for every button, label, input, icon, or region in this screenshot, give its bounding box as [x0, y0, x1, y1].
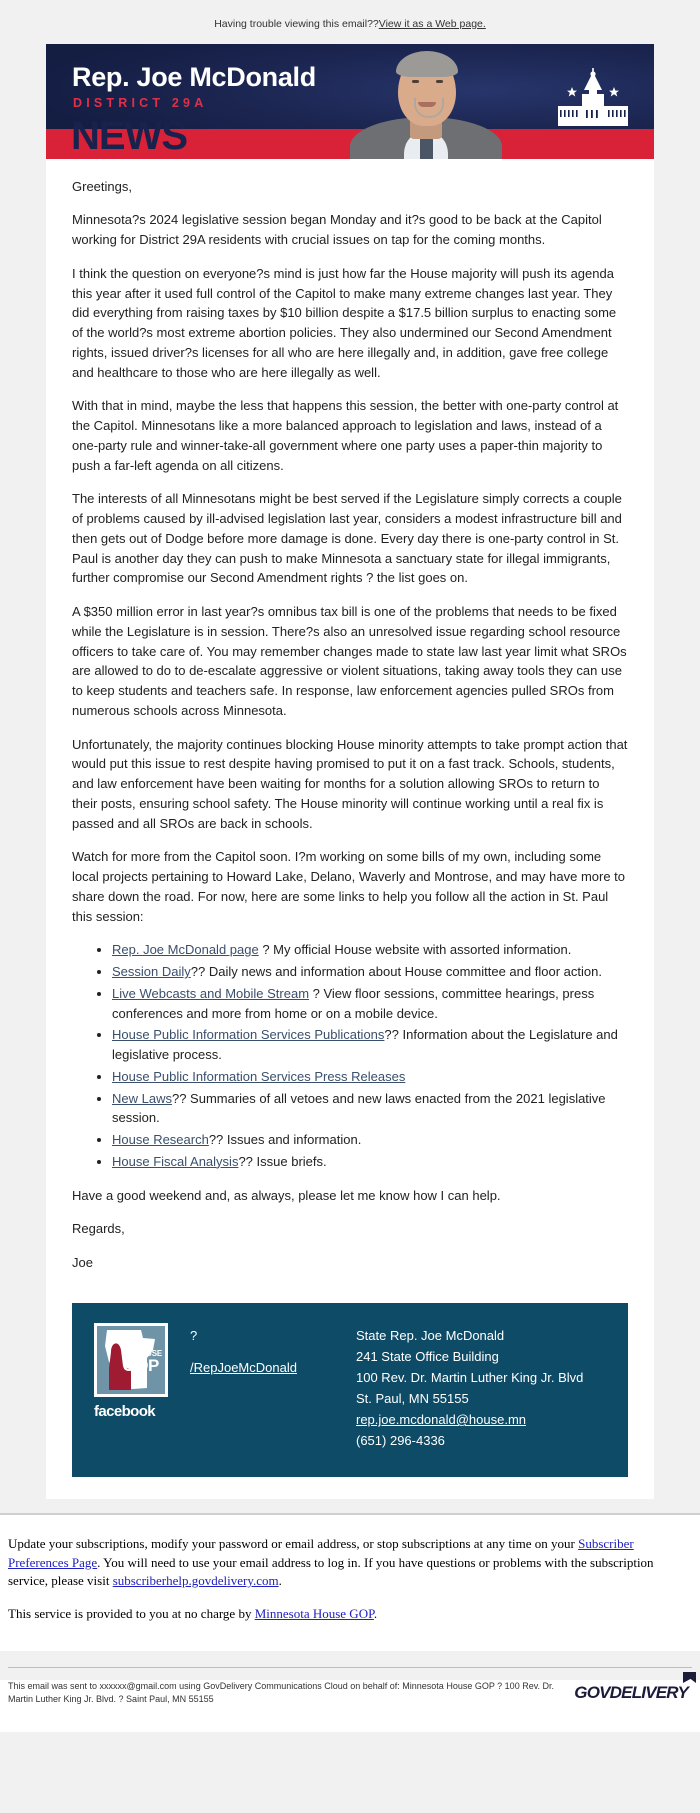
contact-city: St. Paul, MN 55155: [356, 1391, 469, 1407]
facebook-handle-link[interactable]: /RepJoeMcDonald: [190, 1360, 297, 1376]
missing-glyph-placeholder: ?: [190, 1327, 198, 1343]
subscription-management: [0, 1513, 700, 1651]
banner-district-label: DISTRICT 29A: [73, 95, 208, 110]
link-rep-joe-mcdonald-page[interactable]: Rep. Joe McDonald page: [112, 942, 259, 958]
link-desc: ?? Issue briefs.: [238, 1153, 327, 1169]
photo-hair: [396, 51, 458, 77]
provider-paragraph: [8, 1605, 692, 1623]
list-item: [112, 940, 628, 960]
link-new-laws[interactable]: New Laws: [112, 1090, 172, 1106]
minnesota-house-gop-link[interactable]: Minnesota House GOP: [254, 1605, 374, 1621]
contact-email-link[interactable]: rep.joe.mcdonald@house.mn: [356, 1412, 527, 1428]
subscription-paragraph: [8, 1535, 692, 1590]
link-desc: ? My official House website with assorted information.: [258, 942, 572, 958]
greeting-line: Greetings,: [72, 178, 132, 194]
closing-line: Have a good weekend and, as always, please let me know how I can help.: [72, 1187, 501, 1203]
header-banner: [46, 44, 654, 159]
paragraph-4: The interests of all Minnesotans might be best served if the Legislature simply corrects a couple of problems caused by ill-advised legislation last year, considers a modest infrastructure bill and then gets out of Dodge before more damage is done. Every day there is one-party control in St. Paul is another day they can push to make Minnesota a sanctuary state for illegal immigrants, further compromise our Second Amendment rights ? the list goes on.: [72, 491, 622, 586]
footer-divider: [8, 1667, 692, 1668]
signature-block: [72, 1303, 628, 1477]
link-live-webcasts[interactable]: Live Webcasts and Mobile Stream: [112, 985, 310, 1001]
list-item: [112, 1067, 628, 1087]
signature-social-column: [190, 1323, 356, 1451]
logo-inner: [97, 1326, 165, 1394]
link-desc: ?? Daily news and information about House committee and floor action.: [190, 964, 602, 980]
list-item: [112, 1152, 628, 1172]
paragraph-6: Unfortunately, the majority continues blocking House minority attempts to take prompt action that would put this issue to rest despite having promised to put it on a fast track. Schools, students, and law enforcement have been waiting for months for a solution allowing SROs to return to their posts, ensuring school safety. The House minority will continue working until a real fix is passed and all SROs are back in schools.: [72, 736, 628, 831]
contact-street: 100 Rev. Dr. Martin Luther King Jr. Blvd: [356, 1369, 584, 1385]
email-body: [46, 159, 654, 1293]
photo-eye-left: [412, 80, 419, 83]
banner-news-word: NEWS: [71, 113, 187, 158]
subscriber-preferences-link[interactable]: Subscriber Preferences Page: [8, 1536, 634, 1570]
paragraph-3: With that in mind, maybe the less that happens this session, the better with one-party control at the Capitol. Minnesotans like a more balanced approach to legislation and laws, instead of a one-party rule and winner-take-all government where one party uses a paper-thin majority to push a far-left agenda on all citizens.: [72, 398, 619, 473]
list-item: [112, 1025, 628, 1065]
paragraph-5: A $350 million error in last year?s omnibus tax bill is one of the problems that needs to be fixed while the Legislature is in session. There?s also an unresolved issue regarding school resource officers to take care of. You may remember changes made to state law last year limit what SROs are allowed to do to de-escalate aggressive or violent situations, taking away tools they can use to keep students and teachers safe. In response, law enforcement agencies pulled SROs from numerous schools across Minnesota.: [72, 604, 627, 718]
email-card: [46, 44, 654, 1500]
link-hpis-publications[interactable]: House Public Information Services Publications: [112, 1027, 385, 1043]
list-item: [112, 1089, 628, 1129]
signature-wrapper: [46, 1293, 654, 1499]
contact-phone: (651) 296-4336: [356, 1433, 445, 1449]
link-house-research[interactable]: House Research: [112, 1132, 209, 1148]
preheader: [0, 0, 700, 44]
link-desc: ?? Summaries of all vetoes and new laws enacted from the 2021 legislative session.: [112, 1090, 606, 1126]
sent-to-text: This email was sent to xxxxxx@gmail.com using GovDelivery Communications Cloud on behalf of: Minnesota House GOP ? 100 Rev. Dr. Martin Luther King Jr. Blvd. ? Saint Paul, MN 55155: [8, 1680, 555, 1705]
link-house-fiscal-analysis[interactable]: House Fiscal Analysis: [112, 1153, 239, 1169]
resource-link-list: [72, 940, 628, 1171]
paragraph-7: Watch for more from the Capitol soon. I?m working on some bills of my own, including some local projects pertaining to Howard Lake, Delano, Waverly and Montrose, and may have more to share down the road. For now, here are some links to help you follow all the action in St. Paul this session:: [72, 849, 626, 924]
list-item: [112, 1130, 628, 1150]
link-desc: ?? Information about the Legislature and legislative process.: [112, 1027, 618, 1063]
paragraph-1: Minnesota?s 2024 legislative session began Monday and it?s good to be back at the Capitol working for District 29A residents with crucial issues on tap for the coming months.: [72, 212, 602, 248]
preheader-text: Having trouble viewing this email??: [214, 18, 379, 30]
contact-office: 241 State Office Building: [356, 1348, 499, 1364]
footer-spacer: [0, 1722, 700, 1732]
footer-row: [0, 1680, 700, 1722]
mn-house-gop-logo[interactable]: [94, 1323, 168, 1397]
logo-gop-text: GOP: [122, 1355, 159, 1375]
govdelivery-envelope-icon: [683, 1672, 696, 1683]
list-item: [112, 962, 628, 982]
signature-logo-column: [94, 1323, 190, 1451]
link-hpis-press-releases[interactable]: House Public Information Services Press Releases: [112, 1068, 406, 1084]
provider-text-a: This service is provided to you at no charge by: [8, 1605, 255, 1621]
logo-wordmark: [123, 1350, 163, 1374]
govdelivery-logo: [574, 1683, 692, 1703]
provider-text-b: .: [373, 1605, 378, 1621]
signoff-line: Joe: [72, 1255, 93, 1271]
representative-photo: [346, 44, 506, 159]
view-as-web-page-link[interactable]: View it as a Web page.: [378, 18, 486, 30]
list-item: [112, 984, 628, 1024]
link-desc: ?? Issues and information.: [208, 1132, 362, 1148]
sub-text-c: .: [278, 1573, 282, 1589]
link-desc: ? View floor sessions, committee hearings, press conferences and more from home or on a mobile device.: [112, 985, 595, 1021]
sub-text-b: . You will need to use your email address to log in. If you have questions or problems with the subscription service, please visit: [8, 1554, 654, 1589]
capitol-dome-icon: [558, 68, 628, 126]
subscriber-help-link[interactable]: subscriberhelp.govdelivery.com: [112, 1573, 279, 1589]
link-session-daily[interactable]: Session Daily: [112, 964, 191, 980]
sub-text-a: Update your subscriptions, modify your password or email address, or stop subscriptions at any time on your: [8, 1536, 579, 1552]
paragraph-2: I think the question on everyone?s mind is just how far the House majority will push its agenda this year after it used full control of the Capitol to make many extreme changes last year. They did everything from raising taxes by $10 billion despite a $17.5 billion surplus to enacting some of the world?s most extreme abortion policies. They also undermined our Second Amendment rights, issued driver?s licenses for all who are here illegally and, in addition, gave free college and healthcare to those who are here illegally as well.: [72, 265, 617, 380]
logo-mnhouse-text: MNHOUSE: [122, 1348, 162, 1358]
govdelivery-wordmark: GOVDELIVERY: [574, 1683, 688, 1703]
contact-name: State Rep. Joe McDonald: [356, 1327, 505, 1343]
banner-rep-name: Rep. Joe McDonald: [72, 61, 316, 92]
photo-mouth: [418, 102, 436, 107]
contact-info: [356, 1323, 606, 1451]
photo-eye-right: [436, 80, 443, 83]
photo-tie: [420, 137, 433, 159]
regards-line: Regards,: [72, 1221, 125, 1237]
facebook-wordmark: facebook: [94, 1402, 156, 1420]
